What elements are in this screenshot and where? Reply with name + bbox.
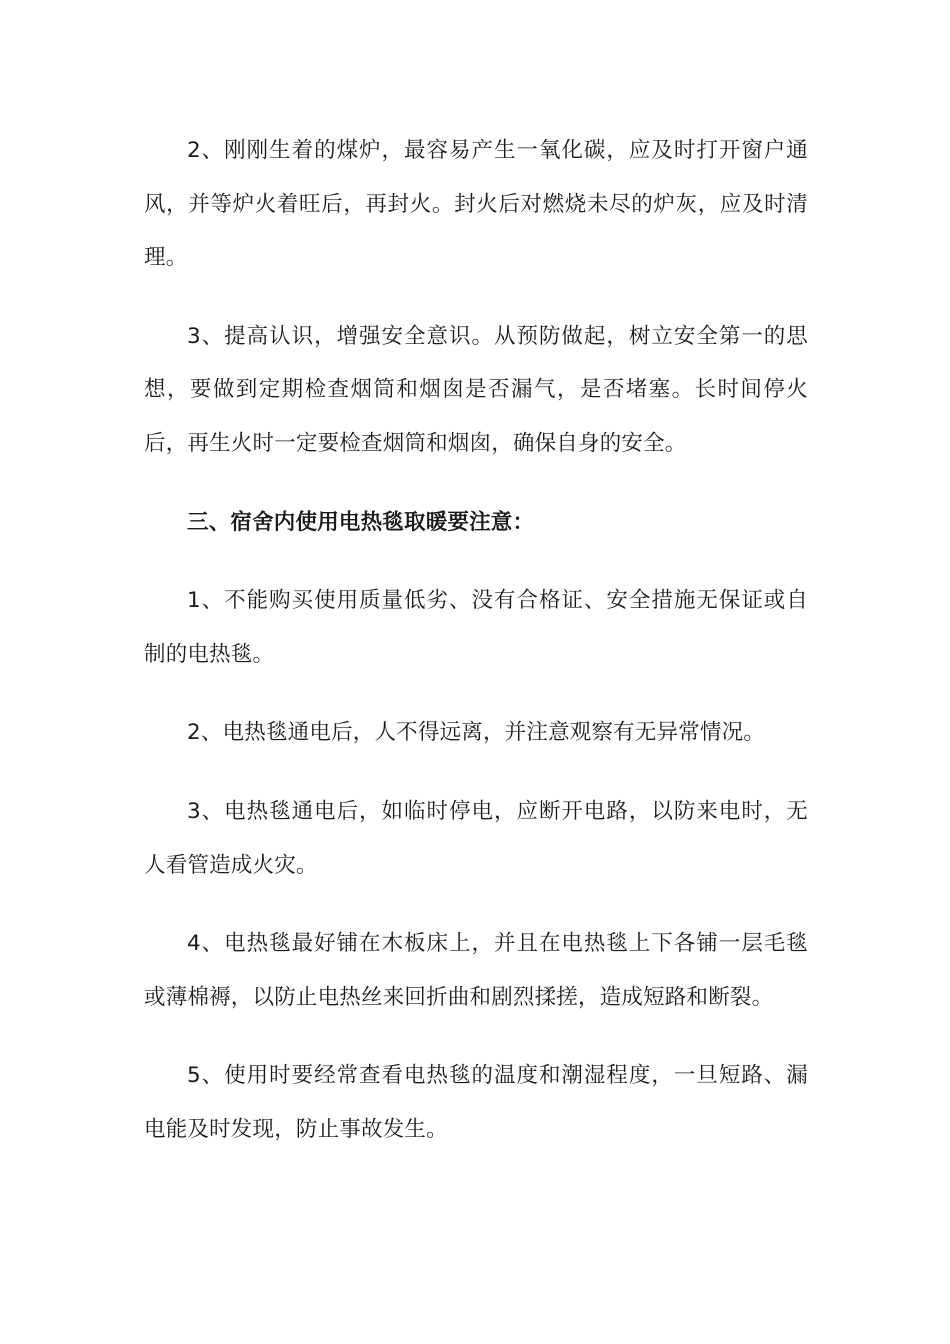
paragraph-safety-awareness: 3、提高认识，增强安全意识。从预防做起，树立安全第一的思想，要做到定期检查烟筒和烟囱是否漏气，是否堵塞。长时间停火后，再生火时一定要检查烟筒和烟囱，确保自身的安全。 [144, 323, 808, 456]
paragraph-blanket-placement: 4、电热毯最好铺在木板床上，并且在电热毯上下各铺一层毛毯或薄棉褥，以防止电热丝来回折曲和剧烈揉搓，造成短路和断裂。 [144, 931, 808, 1010]
document-body [144, 124, 808, 1157]
paragraph-coal-stove-ventilation: 2、刚刚生着的煤炉，最容易产生一氧化碳，应及时打开窗户通风，并等炉火着旺后，再封火。封火后对燃烧未尽的炉灰，应及时清理。 [144, 138, 808, 271]
section-heading-electric-blanket: 三、宿舍内使用电热毯取暖要注意： [187, 509, 535, 535]
paragraph-power-outage: 3、电热毯通电后，如临时停电，应断开电路，以防来电时，无人看管造成火灾。 [144, 798, 808, 878]
paragraph-blanket-supervision: 2、电热毯通电后，人不得远离，并注意观察有无异常情况。 [187, 720, 766, 746]
paragraph-blanket-quality: 1、不能购买使用质量低劣、没有合格证、安全措施无保证或自制的电热毯。 [144, 588, 808, 667]
paragraph-regular-inspection: 5、使用时要经常查看电热毯的温度和潮湿程度，一旦短路、漏电能及时发现，防止事故发生。 [144, 1063, 808, 1142]
